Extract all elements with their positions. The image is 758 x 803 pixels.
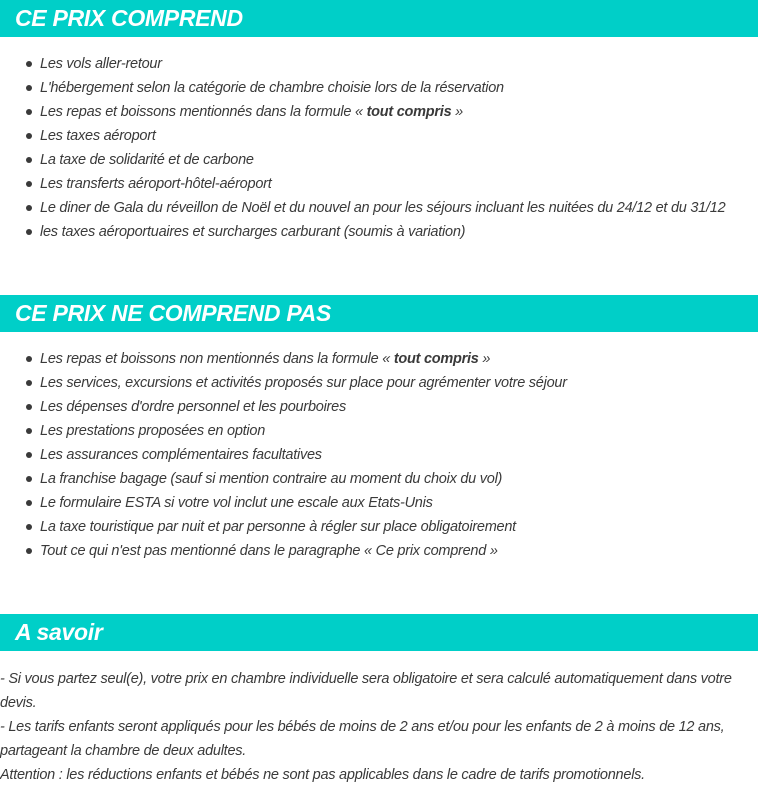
list-item — [0, 443, 758, 467]
list-item — [0, 347, 758, 371]
bullet-icon — [26, 380, 32, 386]
not-included-list — [0, 347, 758, 563]
list-item — [0, 419, 758, 443]
info-paragraph: Attention : les réductions enfants et bébés ne sont pas applicables dans le cadre de tarifs promotionnels. — [0, 767, 645, 783]
info-paragraph: - Si vous partez seul(e), votre prix en chambre individuelle sera obligatoire et sera calculé automatiquement dans votre devis. — [0, 671, 732, 711]
list-item-text: Tout ce qui n'est pas mentionné dans le paragraphe « Ce prix comprend » — [40, 543, 498, 559]
list-item-text: Les vols aller-retour — [40, 56, 162, 72]
bullet-icon — [26, 548, 32, 554]
bullet-icon — [26, 109, 32, 115]
list-item — [0, 491, 758, 515]
list-item-text: Les assurances complémentaires facultatives — [40, 447, 322, 463]
list-item-text: Les services, excursions et activités proposés sur place pour agrémenter votre séjour — [40, 375, 567, 391]
bullet-icon — [26, 157, 32, 163]
list-item — [0, 172, 758, 196]
list-item — [0, 76, 758, 100]
list-item — [0, 196, 758, 220]
good-to-know-content — [0, 667, 758, 787]
list-item-text: Les taxes aéroport — [40, 128, 156, 144]
list-item-text: L'hébergement selon la catégorie de chambre choisie lors de la réservation — [40, 80, 504, 96]
list-item-text: Les prestations proposées en option — [40, 423, 266, 439]
list-item-text-after: » — [478, 351, 491, 367]
list-item — [0, 395, 758, 419]
list-item — [0, 539, 758, 563]
list-item — [0, 100, 758, 124]
list-item-text-before: Les repas et boissons mentionnés dans la formule « — [40, 104, 367, 120]
list-item — [0, 467, 758, 491]
list-item-text: les taxes aéroportuaires et surcharges carburant (soumis à variation) — [40, 224, 466, 240]
info-paragraph: - Les tarifs enfants seront appliqués pour les bébés de moins de 2 ans et/ou pour les enfants de 2 à moins de 12 ans, partageant la chambre de deux adultes. — [0, 719, 725, 759]
list-item-text: La taxe touristique par nuit et par personne à régler sur place obligatoirement — [40, 519, 516, 535]
section-header-not-included: CE PRIX NE COMPREND PAS — [0, 295, 758, 332]
included-list — [0, 52, 758, 244]
bullet-icon — [26, 229, 32, 235]
bullet-icon — [26, 133, 32, 139]
bullet-icon — [26, 181, 32, 187]
list-item-text: La franchise bagage (sauf si mention contraire au moment du choix du vol) — [40, 471, 503, 487]
bullet-icon — [26, 205, 32, 211]
bullet-icon — [26, 428, 32, 434]
list-item — [0, 371, 758, 395]
list-item-text-after: » — [451, 104, 463, 120]
bullet-icon — [26, 85, 32, 91]
bullet-icon — [26, 500, 32, 506]
list-item-text-bold: tout compris — [393, 351, 479, 367]
bullet-icon — [26, 356, 32, 362]
list-item — [0, 124, 758, 148]
list-item-text: Le diner de Gala du réveillon de Noël et du nouvel an pour les séjours incluant les nuitées du 24/12 et du 31/12 — [40, 200, 726, 216]
list-item-text: Les transferts aéroport-hôtel-aéroport — [40, 176, 272, 192]
bullet-icon — [26, 452, 32, 458]
list-item — [0, 148, 758, 172]
bullet-icon — [26, 476, 32, 482]
list-item-text: Les dépenses d'ordre personnel et les pourboires — [40, 399, 346, 415]
bullet-icon — [26, 404, 32, 410]
list-item — [0, 52, 758, 76]
list-item-text: Le formulaire ESTA si votre vol inclut une escale aux Etats-Unis — [40, 495, 433, 511]
bullet-icon — [26, 524, 32, 530]
list-item-text: La taxe de solidarité et de carbone — [40, 152, 254, 168]
list-item-text-bold: tout compris — [366, 104, 452, 120]
bullet-icon — [26, 61, 32, 67]
list-item — [0, 220, 758, 244]
list-item-text-before: Les repas et boissons non mentionnés dans la formule « — [40, 351, 394, 367]
list-item — [0, 515, 758, 539]
section-header-good-to-know: A savoir — [0, 614, 758, 651]
section-header-included: CE PRIX COMPREND — [0, 0, 758, 37]
